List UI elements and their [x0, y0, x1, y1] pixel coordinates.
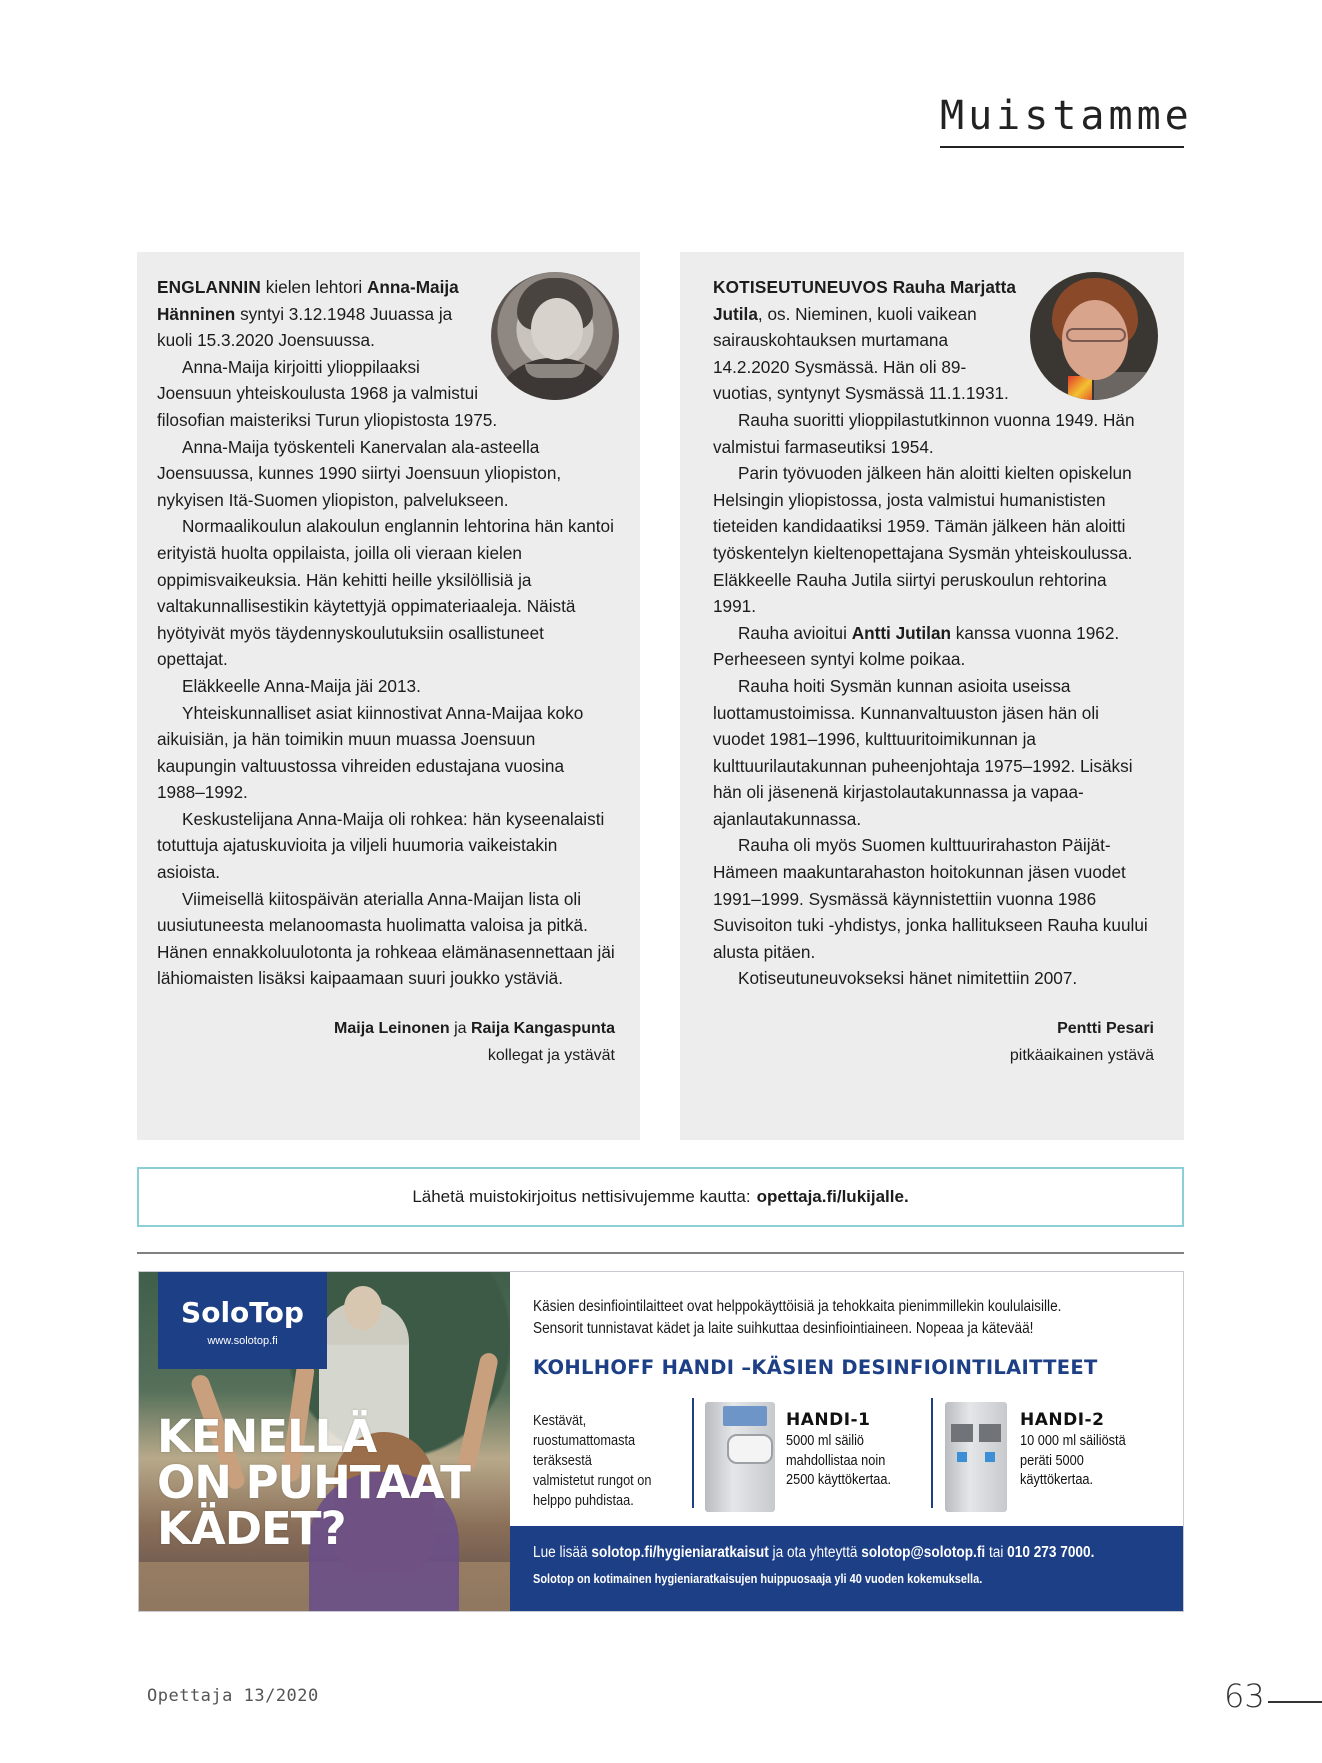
- handi-2-device-image: [945, 1402, 1007, 1512]
- paragraph: Normaalikoulun alakoulun englannin lehtorina hän kantoi erityistä huolta oppilaista, joilla oli vieraan kielen oppimisvaikeuksia. Hän kehitti heille yksilöllisiä ja valtakunnallisestikin käytettyjä oppimateriaaleja. Näistä hyötyivät myös täydennyskoulutuksiin osallistuneet opettajat.: [157, 516, 614, 670]
- product-title: KOHLHOFF HANDI –KÄSIEN DESINFIOINTILAITTEET: [533, 1356, 1098, 1379]
- author-name: Pentti Pesari: [1057, 1020, 1154, 1038]
- author-name: Maija Leinonen: [334, 1020, 450, 1038]
- model-name: HANDI-1: [786, 1410, 871, 1430]
- author-role: kollegat ja ystävät: [487, 1046, 615, 1064]
- submit-link[interactable]: opettaja.fi/lukijalle.: [756, 1187, 909, 1206]
- lead-caps: KOTISEUTUNEUVOS: [713, 277, 888, 297]
- obituary-card-jutila: [680, 252, 1184, 1140]
- contact-line: Lue lisää solotop.fi/hygieniaratkaisut ja ota yhteyttä solotop@solotop.fi tai 010 273 7000.: [533, 1544, 1095, 1561]
- brand-url[interactable]: www.solotop.fi: [207, 1335, 278, 1347]
- ad-intro: Käsien desinfiointilaitteet ovat helppokäyttöisiä ja tehokkaita pienimmillekin koululaisille. Sensorit tunnistavat kädet ja laite suihkuttaa desinfiointiaineen. Nopeaa ja kätevää!: [533, 1298, 1062, 1337]
- deceased-name: Rauha Marjatta Jutila: [713, 277, 1016, 324]
- submit-notice-text: Lähetä muistokirjoitus nettisivujemme kautta:: [412, 1187, 751, 1206]
- divider: [931, 1398, 933, 1508]
- solotop-advertisement[interactable]: [138, 1271, 1184, 1612]
- paragraph: Rauha suoritti ylioppilastutkinnon vuonna 1949. Hän valmistui farmaseutiksi 1954.: [713, 409, 1135, 457]
- brand-name: SoloTop: [181, 1296, 304, 1329]
- signature: [713, 1016, 1154, 1069]
- deceased-name: Anna-Maija Hänninen: [157, 277, 459, 324]
- divider: [692, 1398, 694, 1508]
- submit-notice-box: [137, 1167, 1184, 1227]
- phone-number: 010 273 7000.: [1007, 1544, 1095, 1561]
- paragraph: Kotiseutuneuvokseksi hänet nimitettiin 2007.: [738, 968, 1078, 989]
- obituary-card-hanninen: [137, 252, 640, 1140]
- section-title: Muistamme: [940, 92, 1184, 148]
- author-role: pitkäaikainen ystävä: [1009, 1046, 1154, 1064]
- lead-paragraph: KOTISEUTUNEUVOS Rauha Marjatta Jutila, os. Nieminen, kuoli vaikean sairauskohtauksen murtamana 14.2.2020 Sysmässä. Hän oli 89-vuotias, syntynyt Sysmässä 11.1.1931.: [713, 277, 1016, 404]
- magazine-issue: Opettaja 13/2020: [147, 1686, 319, 1706]
- model-description: 5000 ml säiliö mahdollistaa noin 2500 käyttökertaa.: [786, 1433, 891, 1488]
- paragraph: Viimeisellä kiitospäivän aterialla Anna-Maijan lista oli uusiutuneesta melanoomasta huolimatta valoisa ja pitkä. Hänen ennakkoluulotonta ja rohkeaa elämänasennettaan jäi lähiomaisten lisäksi kaipaamaan suuri joukko ystäviä.: [157, 888, 615, 989]
- paragraph: Anna-Maija työskenteli Kanervalan ala-asteella Joensuussa, kunnes 1990 siirtyi Joensuun yliopiston, nykyisen Itä-Suomen yliopiston, palvelukseen.: [157, 436, 562, 510]
- email-link[interactable]: solotop@solotop.fi: [861, 1544, 986, 1561]
- lead-paragraph: ENGLANNIN kielen lehtori Anna-Maija Hänninen syntyi 3.12.1948 Juuassa ja kuoli 15.3.2020 Joensuussa.: [157, 277, 459, 351]
- handi-1-device-image: [705, 1402, 775, 1512]
- paragraph: Rauha avioitui Antti Jutilan kanssa vuonna 1962. Perheeseen syntyi kolme poikaa.: [713, 622, 1120, 670]
- divider: [137, 1252, 1184, 1254]
- paragraph: Anna-Maija kirjoitti ylioppilaaksi Joensuun yhteiskoulusta 1968 ja valmistui filosofian maisteriksi Turun yliopistosta 1975.: [157, 356, 498, 430]
- author-name: Raija Kangaspunta: [470, 1020, 615, 1038]
- paragraph: Parin työvuoden jälkeen hän aloitti kielten opiskelun Helsingin yliopistossa, josta valmistui humanististen tieteiden kandidaatiksi 1959. Tämän jälkeen hän aloitti työskentelyn kieltenopettajana Sysmän yhteiskoulussa. Eläkkeelle Rauha Jutila siirtyi peruskoulun rehtorina 1991.: [713, 463, 1133, 617]
- website-link[interactable]: solotop.fi/hygieniaratkaisut: [591, 1544, 769, 1561]
- portrait-photo: [1030, 272, 1158, 400]
- paragraph: Yhteiskunnalliset asiat kiinnostivat Anna-Maijaa koko aikuisiän, ja hän toimikin muun muassa Joensuun kaupungin valtuustossa vihreiden edustajana vuosina 1988–1992.: [157, 702, 584, 803]
- paragraph: Rauha oli myös Suomen kulttuurirahaston Päijät-Hämeen maakuntarahaston hoitokunnan jäsen vuodet 1991–1999. Sysmässä käynnistettiin vuonna 1986 Suvisoiton tuki -yhdistys, jonka hallitukseen Rauha kuului alusta pitäen.: [713, 835, 1148, 962]
- model-description: 10 000 ml säiliöstä peräti 5000 käyttökertaa.: [1020, 1433, 1126, 1488]
- tagline: Solotop on kotimainen hygieniaratkaisujen huippuosaaja yli 40 vuoden kokemuksella.: [533, 1572, 983, 1586]
- page-number: 63: [1224, 1677, 1265, 1715]
- brand-logo: [158, 1272, 327, 1369]
- obituary-text: [157, 274, 615, 1069]
- ad-contact-bar: [510, 1526, 1183, 1611]
- paragraph: Eläkkeelle Anna-Maija jäi 2013.: [182, 675, 421, 696]
- spouse-name: Antti Jutilan: [851, 622, 952, 643]
- model-handi-1: [786, 1410, 936, 1491]
- paragraph: Keskustelijana Anna-Maija oli rohkea: hän kyseenalaisti totuttuja ajatuskuvioita ja viljeli huumoria vaikeistakin asioista.: [157, 808, 605, 883]
- lead-caps: ENGLANNIN: [157, 277, 261, 297]
- obituary-text: [713, 274, 1154, 1069]
- paragraph: Rauha hoiti Sysmän kunnan asioita useissa luottamustoimissa. Kunnanvaltuuston jäsen hän oli vuodet 1981–1996, kulttuuritoimikunnan ja kulttuurilautakunnan puheenjohtaja 1975–1992. Lisäksi hän oli jäsenenä kirjastolautakunnassa ja vapaa-ajanlautakunnassa.: [713, 675, 1133, 829]
- page-number-rule: [1268, 1701, 1322, 1703]
- ad-content: [510, 1272, 1183, 1611]
- model-name: HANDI-2: [1020, 1410, 1105, 1430]
- portrait-photo: [491, 272, 619, 400]
- ad-headline: KENELLÄ ON PUHTAAT KÄDET?: [157, 1410, 470, 1555]
- classroom-photo: [139, 1272, 510, 1611]
- model-handi-2: [1020, 1410, 1170, 1491]
- signature: Maija Leinonen ja Raija Kangaspunta kollegat ja ystävät: [157, 1016, 615, 1069]
- feature-text: Kestävät, ruostumattomasta teräksestä valmistetut rungot on helppo puhdistaa.: [533, 1413, 652, 1509]
